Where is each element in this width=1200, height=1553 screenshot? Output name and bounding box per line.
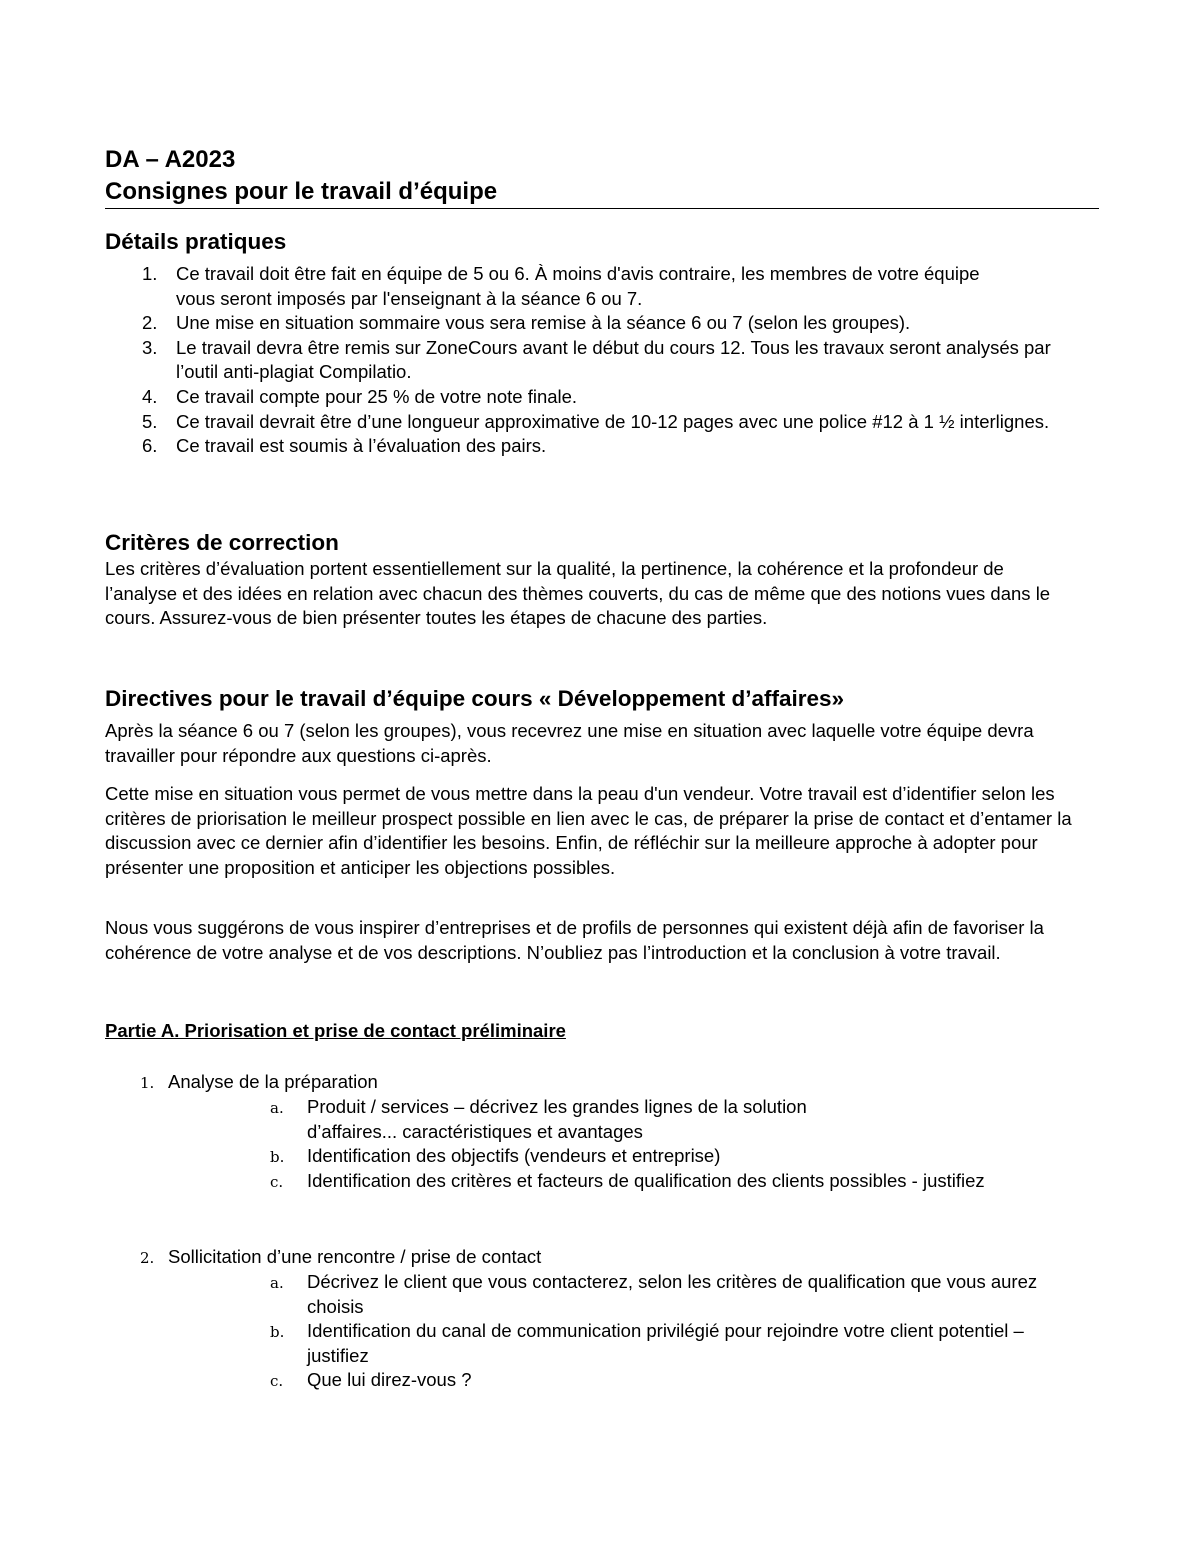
details-heading: Détails pratiques xyxy=(105,229,287,254)
list-item: a. Produit / services – décrivez les grandes lignes de la solution d’affaires... caractéristiques et avantages xyxy=(270,1096,807,1142)
directives-paragraph-1: Après la séance 6 ou 7 (selon les groupes), vous recevrez une mise en situation avec laquelle votre équipe devra travailler pour répondre aux questions ci-après. xyxy=(105,720,1034,766)
directives-heading: Directives pour le travail d’équipe cours « Développement d’affaires» xyxy=(105,686,845,711)
list-item: 4. Ce travail compte pour 25 % de votre note finale. xyxy=(142,385,578,407)
document-title: Consignes pour le travail d’équipe xyxy=(105,178,498,205)
list-item: c. Identification des critères et facteurs de qualification des clients possibles - justifiez xyxy=(270,1169,985,1191)
question-2: 2. Sollicitation d’une rencontre / prise de contact xyxy=(140,1246,542,1267)
question-1: 1. Analyse de la préparation xyxy=(140,1071,378,1092)
list-item: a. Décrivez le client que vous contacterez, selon les critères de qualification que vous aurez choisis xyxy=(270,1271,1038,1317)
list-item: b. Identification des objectifs (vendeurs et entreprise) xyxy=(270,1145,721,1167)
list-item: 2. Une mise en situation sommaire vous sera remise à la séance 6 ou 7 (selon les groupes). xyxy=(142,312,911,334)
document-header xyxy=(105,144,1099,209)
partie-a-heading: Partie A. Priorisation et prise de contact préliminaire xyxy=(105,1020,566,1041)
details-list xyxy=(105,262,1095,459)
course-code-title: DA – A2023 xyxy=(105,146,236,173)
criteres-heading: Critères de correction xyxy=(105,530,339,555)
list-item: 1. Ce travail doit être fait en équipe de 5 ou 6. À moins d'avis contraire, les membres de votre équipe vous seront imposés par l'enseignant à la séance 6 ou 7. xyxy=(142,263,980,309)
list-item: 6. Ce travail est soumis à l’évaluation des pairs. xyxy=(142,435,547,457)
directives-paragraph-2: Cette mise en situation vous permet de vous mettre dans la peau d'un vendeur. Votre travail est d’identifier selon les critères de priorisation le meilleur prospect possible en lien avec le cas, de préparer la prise de contact et d’entamer la discussion avec ce dernier afin d’identifier les besoins. Enfin, de réfléchir sur la meilleure approche à adopter pour présenter une proposition et anticiper les objections possibles. xyxy=(105,783,1072,878)
list-item: b. Identification du canal de communication privilégié pour rejoindre votre client potentiel – justifiez xyxy=(270,1320,1024,1366)
list-item: 5. Ce travail devrait être d’une longueur approximative de 10-12 pages avec une police #12 à 1 ½ interlignes. xyxy=(142,410,1050,432)
list-item: 3. Le travail devra être remis sur ZoneCours avant le début du cours 12. Tous les travaux seront analysés par l’outil anti-plagiat Compilatio. xyxy=(142,336,1051,383)
directives-paragraph-3: Nous vous suggérons de vous inspirer d’entreprises et de profils de personnes qui existent déjà afin de favoriser la cohérence de votre analyse et de vos descriptions. N’oubliez pas l’introduction et la conclusion à votre travail. xyxy=(105,917,1044,963)
question-2-sublist xyxy=(270,1270,1060,1393)
criteres-text: Les critères d’évaluation portent essentiellement sur la qualité, la pertinence, la cohérence et la profondeur de l’analyse et des idées en relation avec chacun des thèmes couverts, du cas de même que des notions vues dans le cours. Assurez-vous de bien présenter toutes les étapes de chacune des parties. xyxy=(105,558,1051,629)
question-1-sublist xyxy=(270,1095,1040,1193)
list-item: c. Que lui direz-vous ? xyxy=(270,1369,472,1391)
